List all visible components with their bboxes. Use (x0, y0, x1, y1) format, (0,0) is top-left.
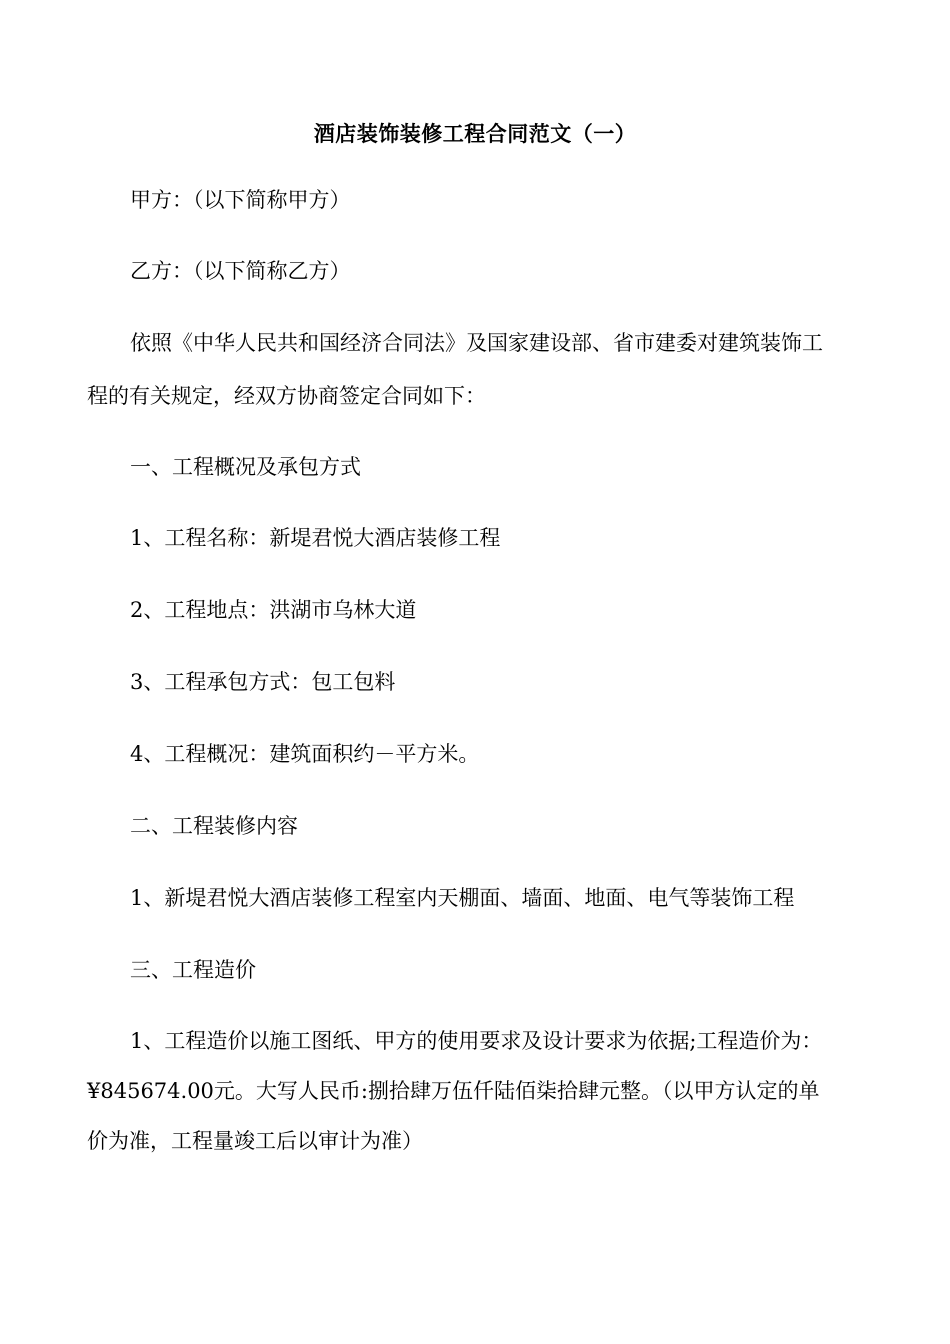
section-1-item-2: 2、工程地点：洪湖市乌林大道 (130, 598, 417, 622)
section-1-item-4: 4、工程概况：建筑面积约－平方米。 (130, 742, 480, 766)
document-title: 酒店装饰装修工程合同范文（一） (313, 121, 637, 146)
section-2-item-1: 1、新堤君悦大酒店装修工程室内天棚面、墙面、地面、电气等装饰工程 (130, 886, 795, 910)
party-a-line: 甲方：（以下简称甲方） (130, 188, 351, 212)
section-1-heading: 一、工程概况及承包方式 (130, 455, 361, 479)
section-1-item-3: 3、工程承包方式：包工包料 (130, 670, 396, 694)
section-2-heading: 二、工程装修内容 (130, 814, 298, 838)
section-3-item-1-line-2: ¥845674.00元。大写人民币:捌拾肆万伍仟陆佰柒拾肆元整。（以甲方认定的单 (87, 1079, 820, 1103)
section-3-heading: 三、工程造价 (130, 958, 256, 982)
preamble-line-1: 依照《中华人民共和国经济合同法》及国家建设部、省市建委对建筑装饰工 (130, 331, 823, 355)
section-1-item-1: 1、工程名称：新堤君悦大酒店装修工程 (130, 526, 501, 550)
section-3-item-1-line-3: 价为准，工程量竣工后以审计为准） (87, 1129, 423, 1153)
section-3-item-1-line-1: 1、工程造价以施工图纸、甲方的使用要求及设计要求为依据;工程造价为： (130, 1029, 823, 1053)
party-b-line: 乙方：（以下简称乙方） (130, 259, 351, 283)
preamble-line-2: 程的有关规定，经双方协商签定合同如下： (87, 384, 486, 408)
